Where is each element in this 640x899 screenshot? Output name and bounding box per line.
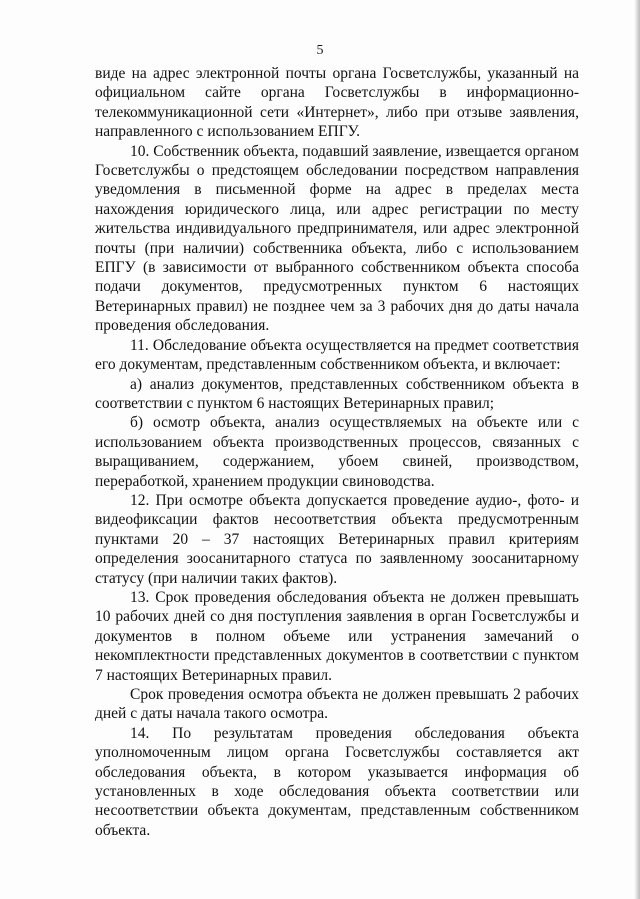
paragraph-11b: б) осмотр объекта, анализ осуществляемых на объекте или с использованием объекта производственных процессов, связанных с выращиванием, содержанием, убоем свиней, производством, переработкой, хранением продукции свиноводства. xyxy=(95,414,579,490)
paragraph-11a: а) анализ документов, представленных собственником объекта в соответствии с пунктом 6 настоящих Ветеринарных правил; xyxy=(95,375,579,412)
paragraph-12: 12. При осмотре объекта допускается проведение аудио-, фото- и видеофиксации фактов несоответствия объекта предусмотренным пунктами 20 – 37 настоящих Ветеринарных правил критериям определения зоосанитарного статуса по заявленному зоосанитарному статусу (при наличии таких фактов). xyxy=(95,491,579,587)
paragraph-14: 14. По результатам проведения обследования объекта уполномоченным лицом органа Госветслужбы составляется акт обследования объекта, в котором указывается информация об установленных в ходе обследования объекта соответствии или несоответствии объекта документам, представленным собственником объекта. xyxy=(95,724,579,839)
paragraph-continuation: виде на адрес электронной почты органа Госветслужбы, указанный на официальном сайте органа Госветслужбы в информационно-телекоммуникационной сети «Интернет», либо при отзыве заявления, направленного с использованием ЕПГУ. xyxy=(95,65,579,141)
paragraph-10: 10. Собственник объекта, подавший заявление, извещается органом Госветслужбы о предстоящем обследовании посредством направления уведомления в письменной форме на адрес в пределах места нахождения юридического лица, или адрес регистрации по месту жительства индивидуального предпринимателя, или адрес электронной почты (при наличии) собственника объекта, либо с использованием ЕПГУ (в зависимости от выбранного собственником объекта способа подачи документов, предусмотренных пунктом 6 настоящих Ветеринарных правил) не позднее чем за 3 рабочих дня до даты начала проведения обследования. xyxy=(95,142,579,335)
paragraph-11: 11. Обследование объекта осуществляется на предмет соответствия его документам, представленным собственником объекта, и включает: xyxy=(95,336,579,374)
paragraph-13: 13. Срок проведения обследования объекта не должен превышать 10 рабочих дней со дня поступления заявления в орган Госветслужбы и документов в полном объеме или устранения замечаний о некомплектности представленных документов в соответствии с пунктом 7 настоящих Ветеринарных правил. xyxy=(95,588,579,684)
page-number: 5 xyxy=(316,43,324,58)
paragraph-13-second: Срок проведения осмотра объекта не должен превышать 2 рабочих дней с даты начала такого осмотра. xyxy=(95,686,579,723)
document-body xyxy=(95,64,579,840)
scan-edge-shadow xyxy=(634,0,640,899)
